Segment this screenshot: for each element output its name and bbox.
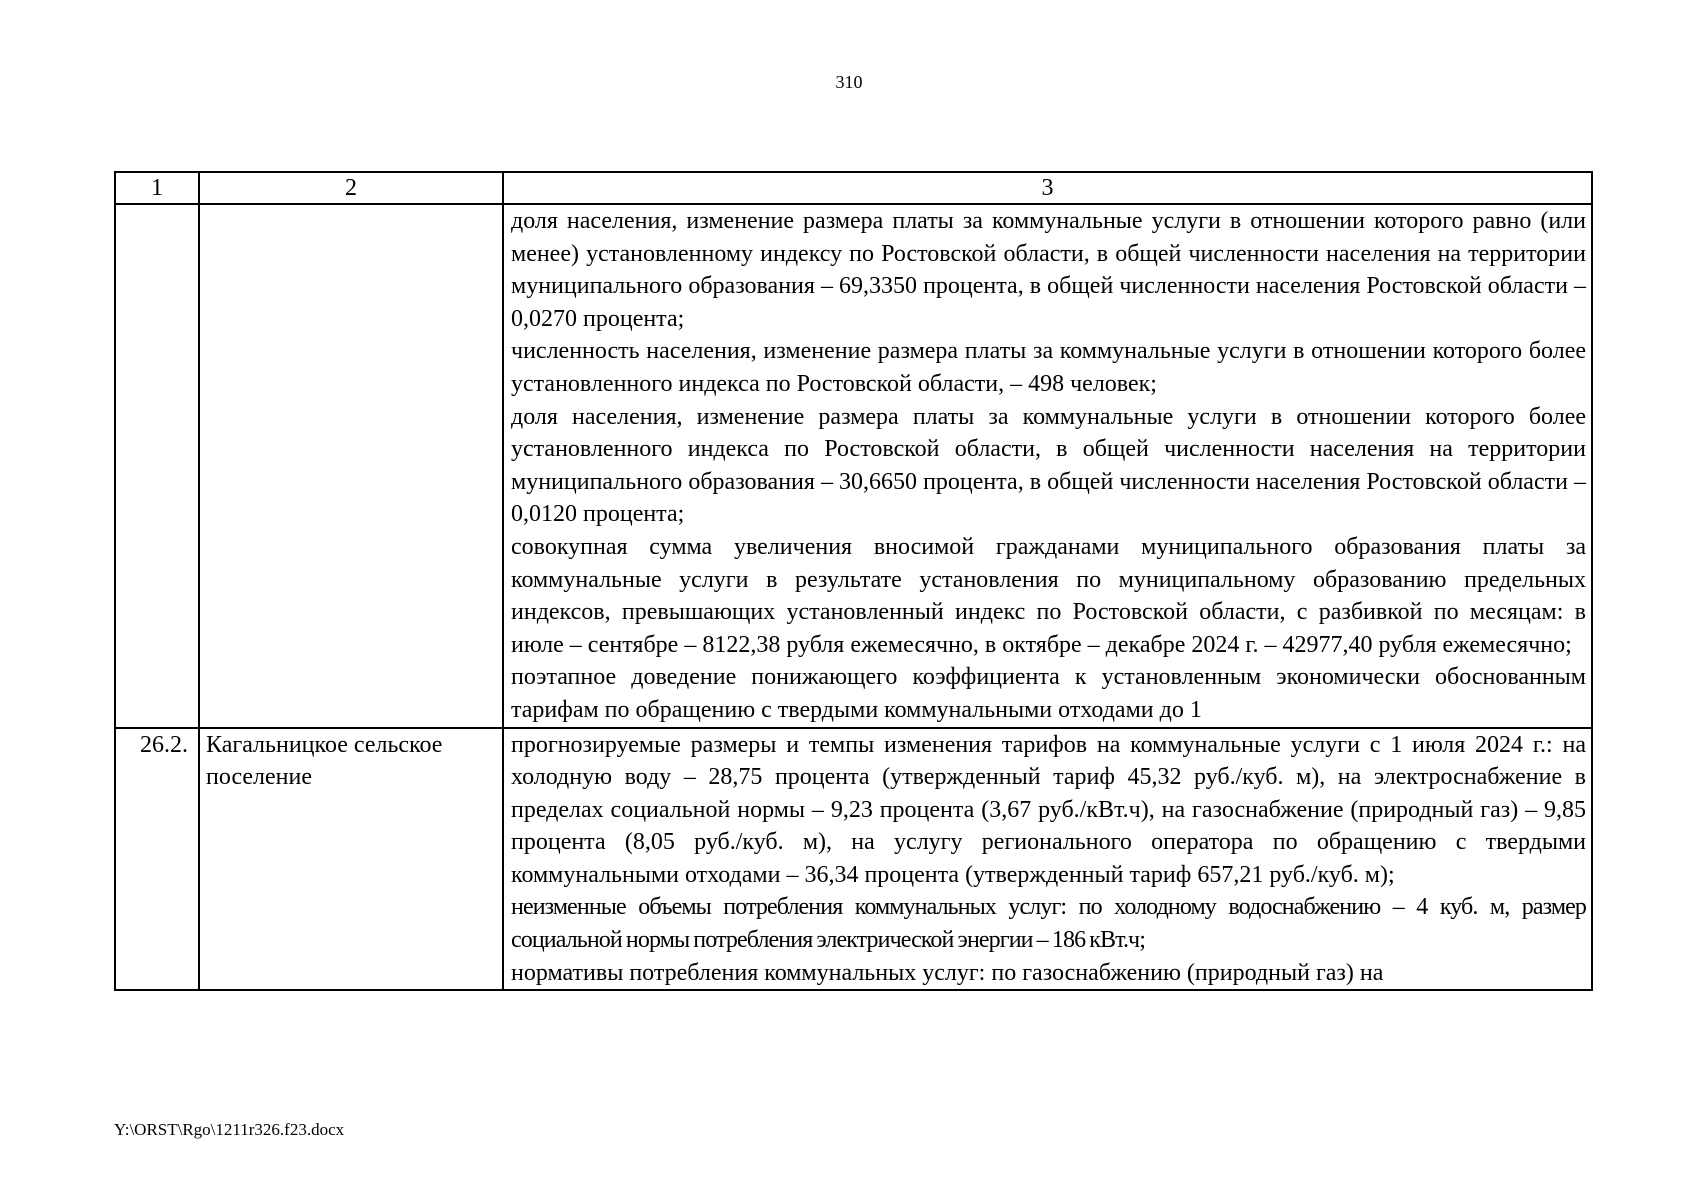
content-paragraph: доля населения, изменение размера платы за коммунальные услуги в отношении которого более установленного индекса по Ростовской области, в общей численности населения на территории муниципального образования – 30,6650 процента, в общей численности населения Ростовской области – 0,0120 процента; (511, 403, 1586, 528)
page-number: 310 (835, 72, 863, 92)
row-number: 26.2. (115, 728, 199, 991)
content-paragraph: совокупная сумма увеличения вносимой гражданами муниципального образования платы за коммунальные услуги в результате установления по муниципальному образованию предельных индексов, превышающих установленный индекс по Ростовской области, с разбивкой по месяцам: в июле – сентябре – 8122,38 рубля ежемесячно, в октябре – декабре 2024 г. – 42977,40 рубля ежемесячно; (511, 533, 1586, 658)
row-content (503, 204, 1592, 728)
row-content (503, 728, 1592, 991)
document-table (114, 171, 1593, 991)
content-paragraph: неизменные объемы потребления коммунальных услуг: по холодному водоснабжению – 4 куб. м, размер социальной нормы потребления электрической энергии – 186 кВт.ч; (511, 894, 1586, 954)
content-paragraph: численность населения, изменение размера платы за коммунальные услуги в отношении которого более установленного индекса по Ростовской области, – 498 человек; (511, 338, 1586, 397)
content-paragraph: поэтапное доведение понижающего коэффициента к установленным экономически обоснованным тарифам по обращению с твердыми коммунальными отходами до 1 (511, 664, 1586, 723)
table-row (115, 728, 1592, 991)
table-header-row (115, 172, 1592, 204)
column-header: 2 (199, 172, 503, 204)
row-number (115, 204, 199, 728)
settlement-name (199, 204, 503, 728)
column-header: 3 (503, 172, 1592, 204)
table-row (115, 204, 1592, 728)
content-paragraph: доля населения, изменение размера платы за коммунальные услуги в отношении которого равно (или менее) установленному индексу по Ростовской области, в общей численности населения на территории муниципального образования – 69,3350 процента, в общей численности населения Ростовской области – 0,0270 процента; (511, 208, 1586, 332)
column-header: 1 (115, 172, 199, 204)
file-path-footer: Y:\ORST\Rgo\1211r326.f23.docx (114, 1120, 345, 1139)
content-paragraph: нормативы потребления коммунальных услуг: по газоснабжению (природный газ) на (511, 959, 1384, 986)
content-paragraph: прогнозируемые размеры и темпы изменения тарифов на коммунальные услуги с 1 июля 2024 г.: на холодную воду – 28,75 процента (утвержденный тариф 45,32 руб./куб. м), на электроснабжение в пределах социальной нормы – 9,23 процента (3,67 руб./кВт.ч), на газоснабжение (природный газ) – 9,85 процента (8,05 руб./куб. м), на услугу регионального оператора по обращению с твердыми коммунальными отходами – 36,34 процента (утвержденный тариф 657,21 руб./куб. м); (511, 731, 1586, 888)
settlement-name: Кагальницкое сельское поселение (199, 728, 503, 991)
